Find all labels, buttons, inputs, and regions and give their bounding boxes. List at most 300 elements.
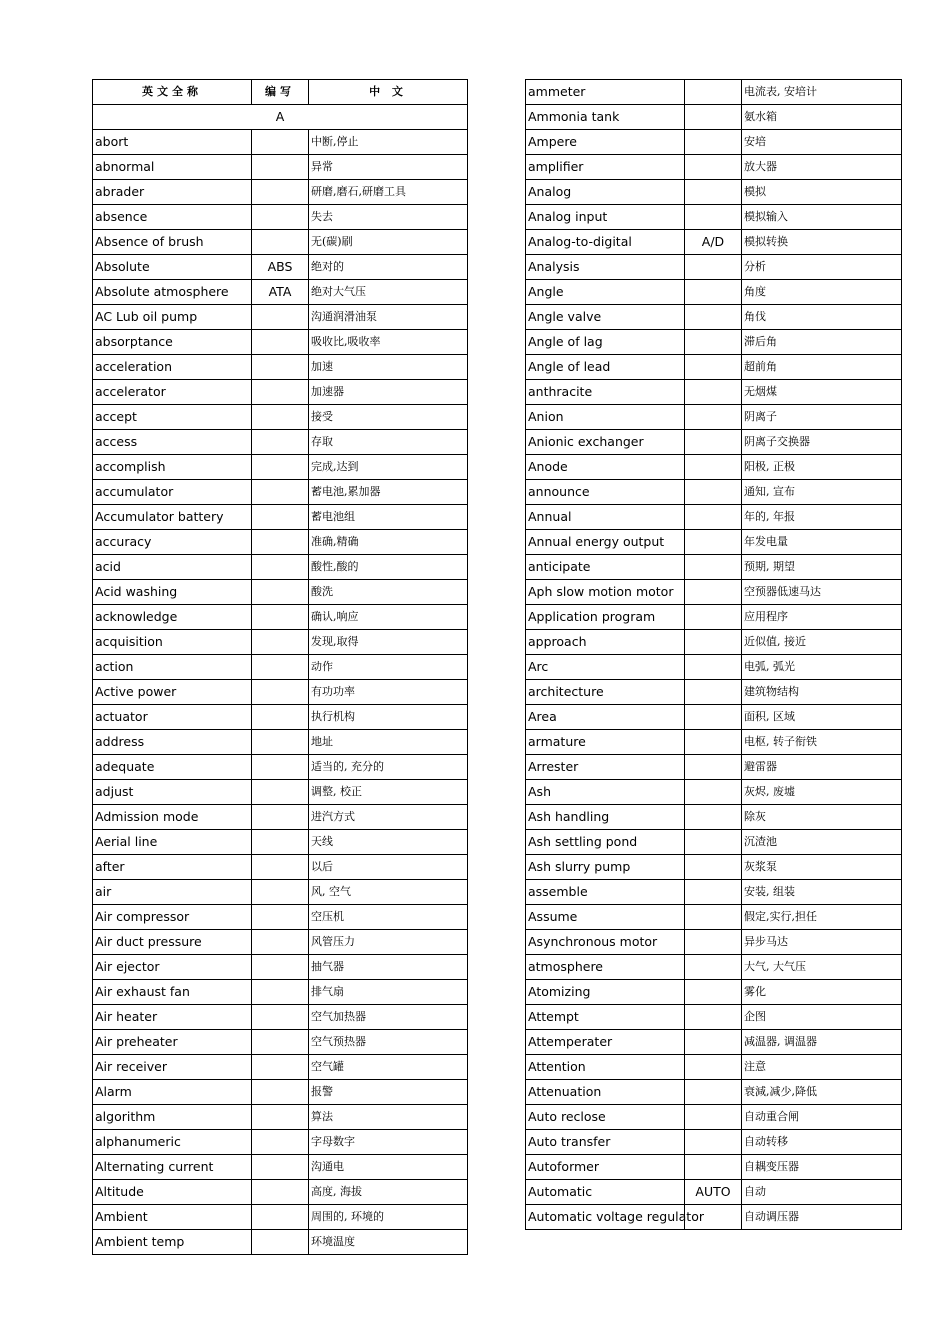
term-english: anthracite bbox=[526, 380, 685, 405]
glossary-table-right bbox=[525, 79, 902, 1230]
table-row bbox=[93, 855, 468, 880]
term-abbr bbox=[685, 1030, 742, 1055]
term-chinese: 除灰 bbox=[742, 805, 902, 830]
term-english: accept bbox=[93, 405, 252, 430]
term-english: Auto transfer bbox=[526, 1130, 685, 1155]
table-row bbox=[526, 1105, 902, 1130]
table-row bbox=[526, 980, 902, 1005]
table-row bbox=[93, 355, 468, 380]
term-english: Air compressor bbox=[93, 905, 252, 930]
term-abbr bbox=[685, 805, 742, 830]
term-chinese: 滞后角 bbox=[742, 330, 902, 355]
term-chinese: 准确,精确 bbox=[309, 530, 468, 555]
term-chinese: 绝对大气压 bbox=[309, 280, 468, 305]
term-abbr bbox=[685, 130, 742, 155]
table-row bbox=[526, 905, 902, 930]
term-english: Acid washing bbox=[93, 580, 252, 605]
term-abbr bbox=[685, 1155, 742, 1180]
term-abbr bbox=[685, 155, 742, 180]
term-english: Automatic voltage regulator bbox=[526, 1205, 685, 1230]
term-english: Automatic bbox=[526, 1180, 685, 1205]
term-english: Analog-to-digital bbox=[526, 230, 685, 255]
term-abbr bbox=[252, 855, 309, 880]
term-english: address bbox=[93, 730, 252, 755]
term-english: acid bbox=[93, 555, 252, 580]
term-english: Ampere bbox=[526, 130, 685, 155]
term-abbr bbox=[252, 1055, 309, 1080]
table-row bbox=[526, 1055, 902, 1080]
table-row bbox=[526, 555, 902, 580]
term-english: Aph slow motion motor bbox=[526, 580, 685, 605]
term-chinese: 周围的, 环境的 bbox=[309, 1205, 468, 1230]
term-abbr bbox=[685, 1055, 742, 1080]
header-abbr: 编写 bbox=[252, 80, 309, 105]
table-row bbox=[526, 180, 902, 205]
table-row bbox=[93, 730, 468, 755]
term-english: acceleration bbox=[93, 355, 252, 380]
table-row bbox=[93, 530, 468, 555]
term-english: access bbox=[93, 430, 252, 455]
term-chinese: 研磨,磨石,研磨工具 bbox=[309, 180, 468, 205]
term-english: Anionic exchanger bbox=[526, 430, 685, 455]
table-row bbox=[526, 305, 902, 330]
term-english: Auto reclose bbox=[526, 1105, 685, 1130]
term-english: acknowledge bbox=[93, 605, 252, 630]
term-abbr bbox=[252, 355, 309, 380]
term-abbr bbox=[252, 905, 309, 930]
table-row bbox=[526, 1205, 902, 1230]
term-chinese: 模拟输入 bbox=[742, 205, 902, 230]
term-abbr bbox=[685, 655, 742, 680]
table-row bbox=[526, 405, 902, 430]
term-abbr: ABS bbox=[252, 255, 309, 280]
term-english: Absolute atmosphere bbox=[93, 280, 252, 305]
term-chinese: 酸性,酸的 bbox=[309, 555, 468, 580]
term-abbr bbox=[252, 1230, 309, 1255]
table-row bbox=[526, 705, 902, 730]
term-abbr bbox=[685, 580, 742, 605]
term-abbr bbox=[252, 130, 309, 155]
term-chinese: 存取 bbox=[309, 430, 468, 455]
term-abbr bbox=[252, 480, 309, 505]
term-chinese: 模拟转换 bbox=[742, 230, 902, 255]
term-abbr bbox=[252, 1105, 309, 1130]
term-chinese: 蓄电池组 bbox=[309, 505, 468, 530]
table-row bbox=[526, 280, 902, 305]
term-chinese: 高度, 海拔 bbox=[309, 1180, 468, 1205]
term-english: Ash handling bbox=[526, 805, 685, 830]
term-chinese: 蓄电池,累加器 bbox=[309, 480, 468, 505]
term-chinese: 排气扇 bbox=[309, 980, 468, 1005]
table-row bbox=[93, 380, 468, 405]
term-abbr bbox=[252, 930, 309, 955]
term-chinese: 注意 bbox=[742, 1055, 902, 1080]
term-abbr bbox=[685, 1130, 742, 1155]
term-chinese: 适当的, 充分的 bbox=[309, 755, 468, 780]
term-english: Altitude bbox=[93, 1180, 252, 1205]
table-row bbox=[526, 755, 902, 780]
header-english: 英文全称 bbox=[93, 80, 252, 105]
term-chinese: 阴离子交换器 bbox=[742, 430, 902, 455]
term-english: Ash bbox=[526, 780, 685, 805]
term-abbr bbox=[252, 1080, 309, 1105]
table-row bbox=[93, 230, 468, 255]
term-chinese: 空气预热器 bbox=[309, 1030, 468, 1055]
term-chinese: 空气加热器 bbox=[309, 1005, 468, 1030]
table-row bbox=[93, 255, 468, 280]
term-english: Analysis bbox=[526, 255, 685, 280]
table-row bbox=[93, 305, 468, 330]
term-chinese: 完成,达到 bbox=[309, 455, 468, 480]
table-row bbox=[93, 1205, 468, 1230]
term-english: Ash settling pond bbox=[526, 830, 685, 855]
term-chinese: 空预器低速马达 bbox=[742, 580, 902, 605]
term-chinese: 无(碳)刷 bbox=[309, 230, 468, 255]
term-chinese: 加速器 bbox=[309, 380, 468, 405]
term-chinese: 氨水箱 bbox=[742, 105, 902, 130]
term-abbr bbox=[685, 455, 742, 480]
table-row bbox=[526, 680, 902, 705]
term-abbr bbox=[252, 230, 309, 255]
term-abbr bbox=[685, 530, 742, 555]
term-abbr bbox=[252, 880, 309, 905]
table-row bbox=[93, 1230, 468, 1255]
term-chinese: 超前角 bbox=[742, 355, 902, 380]
term-english: accelerator bbox=[93, 380, 252, 405]
term-chinese: 企图 bbox=[742, 1005, 902, 1030]
term-chinese: 安装, 组装 bbox=[742, 880, 902, 905]
term-english: Annual energy output bbox=[526, 530, 685, 555]
term-english: Arrester bbox=[526, 755, 685, 780]
term-abbr bbox=[685, 1105, 742, 1130]
term-abbr bbox=[252, 330, 309, 355]
term-english: Ammonia tank bbox=[526, 105, 685, 130]
term-abbr bbox=[685, 305, 742, 330]
term-abbr bbox=[685, 880, 742, 905]
term-abbr bbox=[685, 105, 742, 130]
term-abbr bbox=[685, 705, 742, 730]
term-abbr bbox=[252, 305, 309, 330]
table-row bbox=[526, 855, 902, 880]
term-chinese: 角度 bbox=[742, 280, 902, 305]
table-row bbox=[526, 430, 902, 455]
term-english: Ambient temp bbox=[93, 1230, 252, 1255]
glossary-table-left bbox=[92, 79, 468, 1255]
table-row bbox=[526, 630, 902, 655]
term-chinese: 安培 bbox=[742, 130, 902, 155]
term-chinese: 异步马达 bbox=[742, 930, 902, 955]
table-row bbox=[526, 105, 902, 130]
table-row bbox=[93, 280, 468, 305]
term-abbr bbox=[252, 1180, 309, 1205]
term-english: action bbox=[93, 655, 252, 680]
term-english: absence bbox=[93, 205, 252, 230]
term-abbr bbox=[685, 730, 742, 755]
term-english: Attenuation bbox=[526, 1080, 685, 1105]
term-chinese: 算法 bbox=[309, 1105, 468, 1130]
term-chinese: 无烟煤 bbox=[742, 380, 902, 405]
table-row bbox=[526, 1155, 902, 1180]
table-row bbox=[93, 405, 468, 430]
term-abbr bbox=[685, 330, 742, 355]
term-abbr bbox=[252, 405, 309, 430]
term-english: abrader bbox=[93, 180, 252, 205]
term-chinese: 进汽方式 bbox=[309, 805, 468, 830]
term-abbr bbox=[685, 480, 742, 505]
table-row bbox=[93, 455, 468, 480]
table-row bbox=[526, 255, 902, 280]
term-abbr bbox=[685, 430, 742, 455]
term-english: Application program bbox=[526, 605, 685, 630]
term-chinese: 预期, 期望 bbox=[742, 555, 902, 580]
term-chinese: 分析 bbox=[742, 255, 902, 280]
table-row bbox=[526, 930, 902, 955]
term-english: Alarm bbox=[93, 1080, 252, 1105]
term-english: Angle bbox=[526, 280, 685, 305]
term-abbr bbox=[252, 655, 309, 680]
term-abbr bbox=[252, 430, 309, 455]
table-row bbox=[93, 980, 468, 1005]
table-row bbox=[93, 430, 468, 455]
term-english: anticipate bbox=[526, 555, 685, 580]
term-abbr bbox=[252, 580, 309, 605]
term-chinese: 中断,停止 bbox=[309, 130, 468, 155]
table-row bbox=[526, 580, 902, 605]
term-chinese: 加速 bbox=[309, 355, 468, 380]
table-row bbox=[93, 155, 468, 180]
term-chinese: 年发电量 bbox=[742, 530, 902, 555]
term-chinese: 阳极, 正极 bbox=[742, 455, 902, 480]
table-row bbox=[526, 130, 902, 155]
term-chinese: 风管压力 bbox=[309, 930, 468, 955]
term-chinese: 通知, 宣布 bbox=[742, 480, 902, 505]
table-row bbox=[93, 905, 468, 930]
term-chinese: 以后 bbox=[309, 855, 468, 880]
term-abbr bbox=[685, 405, 742, 430]
term-chinese: 执行机构 bbox=[309, 705, 468, 730]
term-abbr bbox=[252, 1130, 309, 1155]
term-english: Air preheater bbox=[93, 1030, 252, 1055]
term-chinese: 年的, 年报 bbox=[742, 505, 902, 530]
table-row bbox=[93, 755, 468, 780]
term-chinese: 地址 bbox=[309, 730, 468, 755]
table-row bbox=[93, 805, 468, 830]
term-english: ammeter bbox=[526, 80, 685, 105]
table-row bbox=[526, 655, 902, 680]
term-english: Admission mode bbox=[93, 805, 252, 830]
table-row bbox=[93, 630, 468, 655]
term-abbr bbox=[252, 1205, 309, 1230]
table-row bbox=[526, 605, 902, 630]
term-chinese: 自动 bbox=[742, 1180, 902, 1205]
term-abbr bbox=[252, 555, 309, 580]
term-english: Alternating current bbox=[93, 1155, 252, 1180]
term-chinese: 异常 bbox=[309, 155, 468, 180]
table-row bbox=[526, 155, 902, 180]
term-chinese: 绝对的 bbox=[309, 255, 468, 280]
table-row bbox=[93, 1055, 468, 1080]
term-abbr bbox=[685, 980, 742, 1005]
term-english: Absolute bbox=[93, 255, 252, 280]
term-english: accomplish bbox=[93, 455, 252, 480]
term-chinese: 应用程序 bbox=[742, 605, 902, 630]
term-english: Aerial line bbox=[93, 830, 252, 855]
table-row bbox=[526, 480, 902, 505]
term-chinese: 自耦变压器 bbox=[742, 1155, 902, 1180]
term-chinese: 有功功率 bbox=[309, 680, 468, 705]
term-abbr bbox=[685, 855, 742, 880]
term-abbr bbox=[685, 1080, 742, 1105]
term-abbr bbox=[685, 955, 742, 980]
term-abbr bbox=[252, 380, 309, 405]
term-chinese: 自动调压器 bbox=[742, 1205, 902, 1230]
table-row bbox=[93, 680, 468, 705]
term-english: Attention bbox=[526, 1055, 685, 1080]
section-letter: A bbox=[93, 105, 468, 130]
term-chinese: 空气罐 bbox=[309, 1055, 468, 1080]
term-chinese: 模拟 bbox=[742, 180, 902, 205]
term-english: Ash slurry pump bbox=[526, 855, 685, 880]
table-row bbox=[526, 880, 902, 905]
term-chinese: 自动转移 bbox=[742, 1130, 902, 1155]
term-abbr bbox=[252, 455, 309, 480]
term-english: Air duct pressure bbox=[93, 930, 252, 955]
term-english: Air receiver bbox=[93, 1055, 252, 1080]
table-row bbox=[93, 930, 468, 955]
term-abbr bbox=[252, 805, 309, 830]
term-abbr bbox=[252, 155, 309, 180]
term-english: Air exhaust fan bbox=[93, 980, 252, 1005]
term-english: Ambient bbox=[93, 1205, 252, 1230]
term-english: Accumulator battery bbox=[93, 505, 252, 530]
table-row bbox=[93, 205, 468, 230]
term-abbr bbox=[252, 955, 309, 980]
term-english: Attemperater bbox=[526, 1030, 685, 1055]
term-abbr bbox=[252, 605, 309, 630]
table-row bbox=[93, 180, 468, 205]
header-chinese: 中 文 bbox=[309, 80, 468, 105]
term-english: atmosphere bbox=[526, 955, 685, 980]
term-chinese: 电枢, 转子衔铁 bbox=[742, 730, 902, 755]
table-row bbox=[93, 1005, 468, 1030]
term-english: Analog bbox=[526, 180, 685, 205]
term-abbr bbox=[685, 930, 742, 955]
term-abbr bbox=[685, 205, 742, 230]
term-english: Anion bbox=[526, 405, 685, 430]
term-abbr bbox=[685, 780, 742, 805]
term-abbr bbox=[685, 905, 742, 930]
term-chinese: 减温器, 调温器 bbox=[742, 1030, 902, 1055]
term-english: Atomizing bbox=[526, 980, 685, 1005]
term-english: Angle valve bbox=[526, 305, 685, 330]
term-english: adjust bbox=[93, 780, 252, 805]
table-row bbox=[93, 655, 468, 680]
term-abbr bbox=[252, 705, 309, 730]
term-english: adequate bbox=[93, 755, 252, 780]
table-row bbox=[526, 380, 902, 405]
term-english: accumulator bbox=[93, 480, 252, 505]
section-row bbox=[93, 105, 468, 130]
table-row bbox=[93, 1105, 468, 1130]
term-chinese: 灰烬, 废墟 bbox=[742, 780, 902, 805]
term-abbr bbox=[685, 280, 742, 305]
term-chinese: 抽气器 bbox=[309, 955, 468, 980]
term-abbr bbox=[252, 1005, 309, 1030]
term-abbr bbox=[685, 180, 742, 205]
term-chinese: 建筑物结构 bbox=[742, 680, 902, 705]
term-chinese: 酸洗 bbox=[309, 580, 468, 605]
table-row bbox=[526, 1080, 902, 1105]
term-abbr: ATA bbox=[252, 280, 309, 305]
term-english: AC Lub oil pump bbox=[93, 305, 252, 330]
term-chinese: 电流表, 安培计 bbox=[742, 80, 902, 105]
table-row bbox=[93, 1030, 468, 1055]
term-chinese: 近似值, 接近 bbox=[742, 630, 902, 655]
term-abbr: A/D bbox=[685, 230, 742, 255]
table-row bbox=[93, 705, 468, 730]
table-row bbox=[526, 1130, 902, 1155]
table-row bbox=[93, 480, 468, 505]
table-row bbox=[526, 1030, 902, 1055]
term-chinese: 沟通润滑油泵 bbox=[309, 305, 468, 330]
term-english: actuator bbox=[93, 705, 252, 730]
table-row bbox=[526, 955, 902, 980]
term-abbr bbox=[685, 555, 742, 580]
term-chinese: 衰減,减少,降低 bbox=[742, 1080, 902, 1105]
table-row bbox=[93, 1130, 468, 1155]
term-abbr bbox=[685, 630, 742, 655]
term-english: Asynchronous motor bbox=[526, 930, 685, 955]
term-chinese: 失去 bbox=[309, 205, 468, 230]
table-row bbox=[93, 780, 468, 805]
term-chinese: 大气, 大气压 bbox=[742, 955, 902, 980]
term-chinese: 放大器 bbox=[742, 155, 902, 180]
term-chinese: 自动重合闸 bbox=[742, 1105, 902, 1130]
term-chinese: 电弧, 弧光 bbox=[742, 655, 902, 680]
term-english: Absence of brush bbox=[93, 230, 252, 255]
term-english: Arc bbox=[526, 655, 685, 680]
term-abbr bbox=[252, 505, 309, 530]
term-english: Autoformer bbox=[526, 1155, 685, 1180]
term-abbr bbox=[685, 680, 742, 705]
term-english: alphanumeric bbox=[93, 1130, 252, 1155]
table-row bbox=[93, 955, 468, 980]
term-abbr bbox=[252, 205, 309, 230]
table-row bbox=[526, 1005, 902, 1030]
table-row bbox=[93, 1180, 468, 1205]
table-row bbox=[526, 830, 902, 855]
term-chinese: 吸收比,吸收率 bbox=[309, 330, 468, 355]
term-english: acquisition bbox=[93, 630, 252, 655]
term-abbr bbox=[685, 80, 742, 105]
term-chinese: 天线 bbox=[309, 830, 468, 855]
table-row bbox=[93, 330, 468, 355]
term-english: abnormal bbox=[93, 155, 252, 180]
table-row bbox=[93, 830, 468, 855]
term-english: Annual bbox=[526, 505, 685, 530]
term-english: Analog input bbox=[526, 205, 685, 230]
term-english: air bbox=[93, 880, 252, 905]
term-abbr bbox=[252, 530, 309, 555]
term-english: Air ejector bbox=[93, 955, 252, 980]
term-chinese: 空压机 bbox=[309, 905, 468, 930]
table-row bbox=[93, 505, 468, 530]
term-chinese: 灰浆泵 bbox=[742, 855, 902, 880]
term-english: after bbox=[93, 855, 252, 880]
term-abbr bbox=[252, 180, 309, 205]
term-abbr bbox=[685, 755, 742, 780]
term-english: absorptance bbox=[93, 330, 252, 355]
